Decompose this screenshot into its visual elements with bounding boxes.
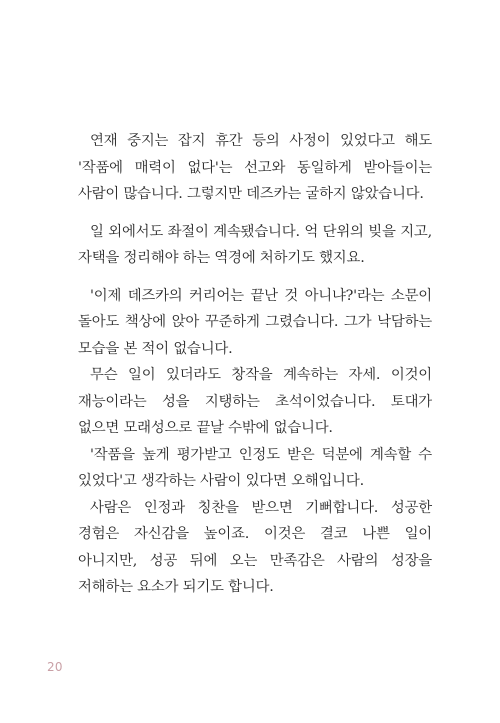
paragraph-4: 무슨 일이 있더라도 창작을 계속하는 자세. 이것이 재능이라는 성을 지탱하는 초석이었습니다. 토대가 없으면 모래성으로 끝날 수밖에 없습니다. — [78, 367, 432, 436]
page-body — [78, 128, 432, 601]
paragraph-3: '이제 데즈카의 커리어는 끝난 것 아니냐?'라는 소문이 돌아도 책상에 앉아 꾸준하게 그렸습니다. 그가 낙담하는 모습을 본 적이 없습니다. — [78, 287, 432, 357]
paragraph-1: 연재 중지는 잡지 휴간 등의 사정이 있었다고 해도 '작품에 매력이 없다'는 선고와 동일하게 받아들이는 사람이 많습니다. 그렇지만 데즈카는 굴하지 않았습니다. — [78, 133, 432, 202]
paragraph-5: '작품을 높게 평가받고 인정도 받은 덕분에 계속할 수 있었다'고 생각하는 사람이 있다면 오해입니다. — [78, 446, 432, 489]
paragraph-2: 일 외에서도 좌절이 계속됐습니다. 억 단위의 빚을 지고, 자택을 정리해야 하는 역경에 처하기도 했지요. — [78, 223, 432, 266]
page-number: 20 — [47, 660, 63, 674]
paragraph-6: 사람은 인정과 칭찬을 받으면 기뻐합니다. 성공한 경험은 자신감을 높이죠. 이것은 결코 나쁜 일이 아니지만, 성공 뒤에 오는 만족감은 사람의 성장을 저해하는 요소가 되기도 합니다. — [78, 499, 432, 595]
